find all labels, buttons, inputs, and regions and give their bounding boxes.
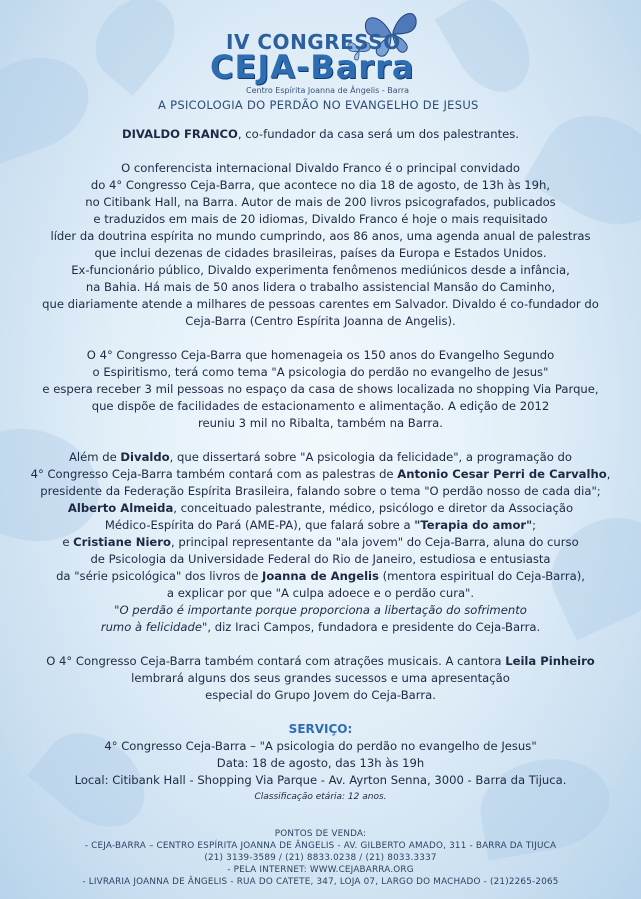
- intro-text: , co-fundador da casa será um dos palestrantes.: [237, 127, 519, 141]
- text-segment: da "série psicológica" dos livros de: [56, 569, 263, 583]
- text-line: O conferencista internacional Divaldo Franco é o principal convidado: [121, 161, 520, 175]
- text-segment: Além de: [68, 450, 121, 464]
- logo-subtitle: Centro Espírita Joanna de Ângelis - Barra: [246, 86, 410, 95]
- service-info: [20, 721, 621, 806]
- sales-points-title: PONTOS DE VENDA:: [274, 829, 367, 839]
- text-segment: , principal representante da "ala jovem" do Ceja-Barra, aluna do curso: [170, 535, 579, 549]
- text-line: e espera receber 3 mil pessoas no espaço da casa de shows localizada no shopping Via Parque,: [42, 382, 599, 396]
- text-line: de Psicologia da Universidade Federal do Rio de Janeiro, estudiosa e entusiasta: [90, 552, 551, 566]
- text-line: especial do Grupo Jovem do Ceja-Barra.: [205, 688, 436, 702]
- speaker-name: DIVALDO FRANCO: [122, 127, 238, 141]
- author-name: Joanna de Angelis: [262, 569, 379, 583]
- speaker-name: Alberto Almeida: [67, 501, 174, 515]
- intro-paragraph: [20, 126, 621, 143]
- text-segment: , diz Iraci Campos, fundadora e presidente do Ceja-Barra.: [207, 620, 541, 634]
- text-line: o Espiritismo, terá como tema "A psicologia do perdão no evangelho de Jesus": [92, 365, 549, 379]
- sales-point-line: - CEJA-BARRA – CENTRO ESPÍRITA JOANNA DE ÂNGELIS - AV. GILBERTO AMADO, 311 - BARRA DA TIJUCA: [84, 841, 557, 851]
- event-name: 4° Congresso Ceja-Barra – "A psicologia do perdão no evangelho de Jesus": [104, 739, 537, 753]
- text-segment: ;: [532, 518, 537, 532]
- text-line: que diariamente atende a milhares de pessoas carentes em Salvador. Divaldo é co-fundador do: [42, 297, 599, 311]
- speaker-name: Cristiane Niero: [73, 535, 171, 549]
- text-line: e traduzidos em mais de 20 idiomas, Divaldo Franco é hoje o mais requisitado: [93, 212, 548, 226]
- quote-line: "O perdão é importante porque proporciona a libertação do sofrimento: [114, 603, 527, 617]
- paragraph-program: [20, 449, 621, 636]
- text-line: Ceja-Barra (Centro Espírita Joanna de Angelis).: [185, 314, 456, 328]
- text-segment: (mentora espiritual do Ceja-Barra),: [378, 569, 585, 583]
- text-line: do 4° Congresso Ceja-Barra, que acontece no dia 18 de agosto, de 13h às 19h,: [90, 178, 551, 192]
- text-segment: O 4° Congresso Ceja-Barra também contará com atrações musicais. A cantora: [46, 654, 506, 668]
- text-segment: Médico-Espírita do Pará (AME-PA), que falará sobre a: [104, 518, 415, 532]
- text-line: reuniu 3 mil no Ribalta, também na Barra.: [198, 416, 443, 430]
- tagline: A PSICOLOGIA DO PERDÃO NO EVANGELHO DE JESUS: [158, 98, 479, 112]
- service-title: SERVIÇO:: [288, 722, 353, 736]
- header-logo: [0, 8, 641, 112]
- text-segment: e: [62, 535, 74, 549]
- sales-points: [0, 828, 641, 888]
- event-location: Local: Citibank Hall - Shopping Via Parque - Av. Ayrton Senna, 3000 - Barra da Tijuca.: [74, 773, 567, 787]
- text-line: O 4° Congresso Ceja-Barra que homenageia os 150 anos do Evangelho Segundo: [86, 348, 555, 362]
- text-segment: , conceituado palestrante, médico, psicólogo e diretor da Associação: [173, 501, 574, 515]
- talk-title: "Terapia do amor": [414, 518, 533, 532]
- sales-point-line: - PELA INTERNET: WWW.CEJABARRA.ORG: [227, 865, 414, 875]
- sales-point-line: - LIVRARIA JOANNA DE ÂNGELIS - RUA DO CATETE, 347, LOJA 07, LARGO DO MACHADO - (21)2265-2065: [82, 877, 559, 887]
- text-line: que dispõe de facilidades de estacionamento e alimentação. A edição de 2012: [91, 399, 550, 413]
- paragraph-music: [20, 653, 621, 704]
- speaker-name: Divaldo: [120, 450, 170, 464]
- paragraph-congress: [20, 347, 621, 432]
- paragraph-divaldo: [20, 160, 621, 330]
- sales-point-phones: (21) 3139-3589 / (21) 8833.0238 / (21) 8033.3337: [204, 853, 437, 863]
- text-segment: 4° Congresso Ceja-Barra também contará com as palestras de: [30, 467, 398, 481]
- logo-line-1: IV CONGRESSO: [226, 30, 401, 54]
- text-line: a explicar por que "A culpa adoece e o perdão cura".: [166, 586, 475, 600]
- article-body: [20, 126, 621, 806]
- text-line: na Bahia. Há mais de 50 anos lidera o trabalho assistencial Mansão do Caminho,: [85, 280, 556, 294]
- text-segment: , que dissertará sobre "A psicologia da felicidade", a programação do: [169, 450, 573, 464]
- text-segment: ,: [606, 467, 611, 481]
- event-date: Data: 18 de agosto, das 13h às 19h: [216, 756, 425, 770]
- text-line: lembrará alguns dos seus grandes sucessos e uma apresentação: [131, 671, 510, 685]
- text-line: líder da doutrina espírita no mundo cumprindo, aos 86 anos, uma agenda anual de palestras: [50, 229, 591, 243]
- logo-line-2: CEJA-Barra: [210, 48, 415, 86]
- quote-segment: rumo à felicidade": [100, 620, 208, 634]
- speaker-name: Antonio Cesar Perri de Carvalho: [397, 467, 607, 481]
- age-rating: Classificação etária: 12 anos.: [254, 792, 387, 802]
- text-line: que inclui dezenas de cidades brasileiras, países da Europa e Estados Unidos.: [94, 246, 547, 260]
- singer-name: Leila Pinheiro: [505, 654, 595, 668]
- text-line: Ex-funcionário público, Divaldo experimenta fenômenos mediúnicos desde a infância,: [71, 263, 570, 277]
- text-line: no Citibank Hall, na Barra. Autor de mais de 200 livros psicografados, publicados: [85, 195, 556, 209]
- text-line: presidente da Federação Espírita Brasileira, falando sobre o tema "O perdão nosso de cada dia";: [40, 484, 601, 498]
